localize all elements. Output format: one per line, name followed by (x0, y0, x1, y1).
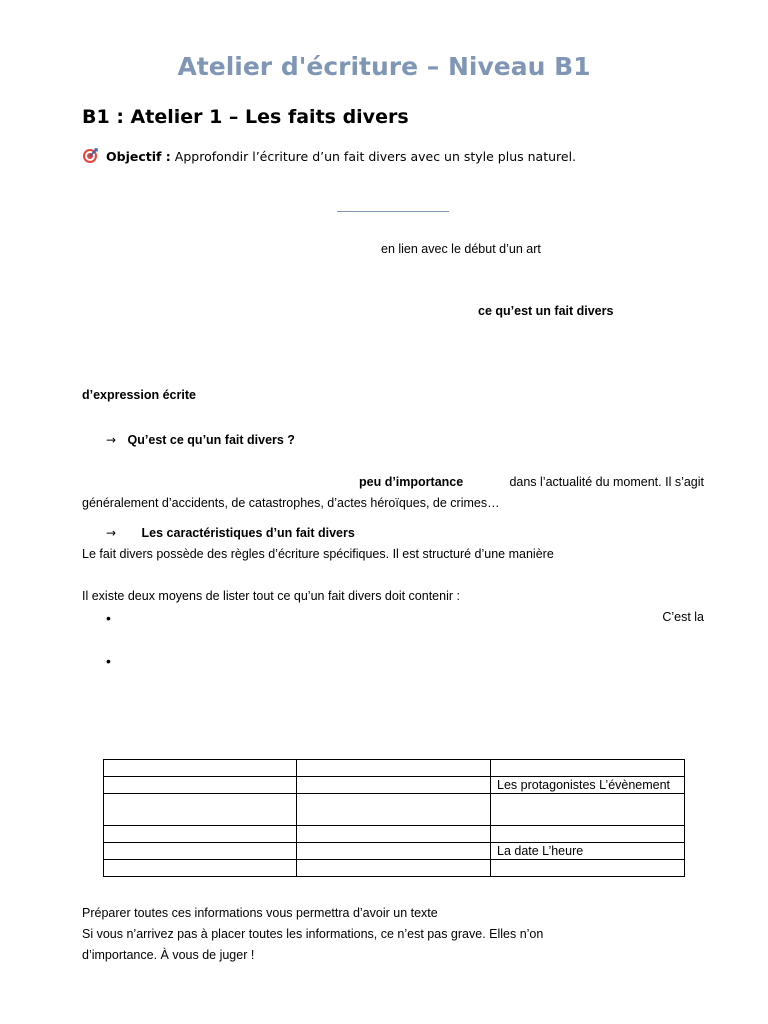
paragraph-text: généralement d’accidents, de catastrophes, d’actes héroïques, de crimes… (82, 496, 500, 510)
table-row (104, 760, 685, 777)
objective-text: Approfondir l’écriture d’un fait divers avec un style plus naturel. (174, 148, 577, 164)
table-cell (491, 860, 685, 877)
table-cell (104, 860, 297, 877)
subsection-characteristics (106, 526, 355, 540)
bold-term: peu d’importance (359, 475, 464, 489)
objective-line (82, 148, 576, 164)
arrow-icon: → (106, 526, 117, 540)
table-row (104, 794, 685, 826)
bullet-point: • (106, 610, 111, 626)
document-title: Atelier d'écriture – Niveau B1 (177, 52, 591, 81)
table-cell (491, 826, 685, 843)
paragraph-text: dans l’actualité du moment. Il s’agit (509, 475, 704, 489)
table-cell (297, 760, 491, 777)
list-intro: Il existe deux moyens de lister tout ce qu’un fait divers doit contenir : (82, 589, 460, 603)
arrow-icon: → (106, 433, 117, 447)
table-cell (297, 826, 491, 843)
table-cell (297, 843, 491, 860)
table-cell: La date L’heure (491, 843, 685, 860)
table-row (104, 860, 685, 877)
closing-text: Si vous n’arrivez pas à placer toutes les informations, ce n’est pas grave. Elles n’on (82, 927, 544, 941)
table-cell (104, 843, 297, 860)
bullet-point: • (106, 653, 111, 669)
subsection-what (106, 433, 295, 447)
objective-label: Objectif : (106, 148, 171, 164)
fragment-text: en lien avec le début d’un art (381, 242, 541, 256)
table-row (104, 777, 685, 794)
table-row (104, 826, 685, 843)
subsection-heading: Les caractéristiques d’un fait divers (141, 526, 355, 540)
table-cell: Les protagonistes L’évènement (491, 777, 685, 794)
bullet-text: C’est la (662, 610, 704, 624)
info-table (103, 759, 685, 877)
subsection-heading: Qu’est ce qu’un fait divers ? (127, 433, 295, 447)
paragraph-line (359, 475, 704, 489)
table-cell (104, 760, 297, 777)
table-cell (104, 777, 297, 794)
paragraph-text: Le fait divers possède des règles d’écriture spécifiques. Il est structuré d’une manière (82, 547, 554, 561)
decorative-divider (337, 211, 449, 212)
table-cell (491, 794, 685, 826)
table-cell (297, 794, 491, 826)
closing-text: Préparer toutes ces informations vous permettra d’avoir un texte (82, 906, 438, 920)
target-icon (82, 148, 98, 164)
section-heading: B1 : Atelier 1 – Les faits divers (82, 106, 409, 128)
fragment-bold: d’expression écrite (82, 388, 196, 402)
table-cell (104, 794, 297, 826)
fragment-bold: ce qu’est un fait divers (478, 304, 614, 318)
table-row (104, 843, 685, 860)
closing-text: d’importance. À vous de juger ! (82, 948, 255, 962)
table-cell (104, 826, 297, 843)
table-cell (297, 777, 491, 794)
table-cell (491, 760, 685, 777)
table-cell (297, 860, 491, 877)
